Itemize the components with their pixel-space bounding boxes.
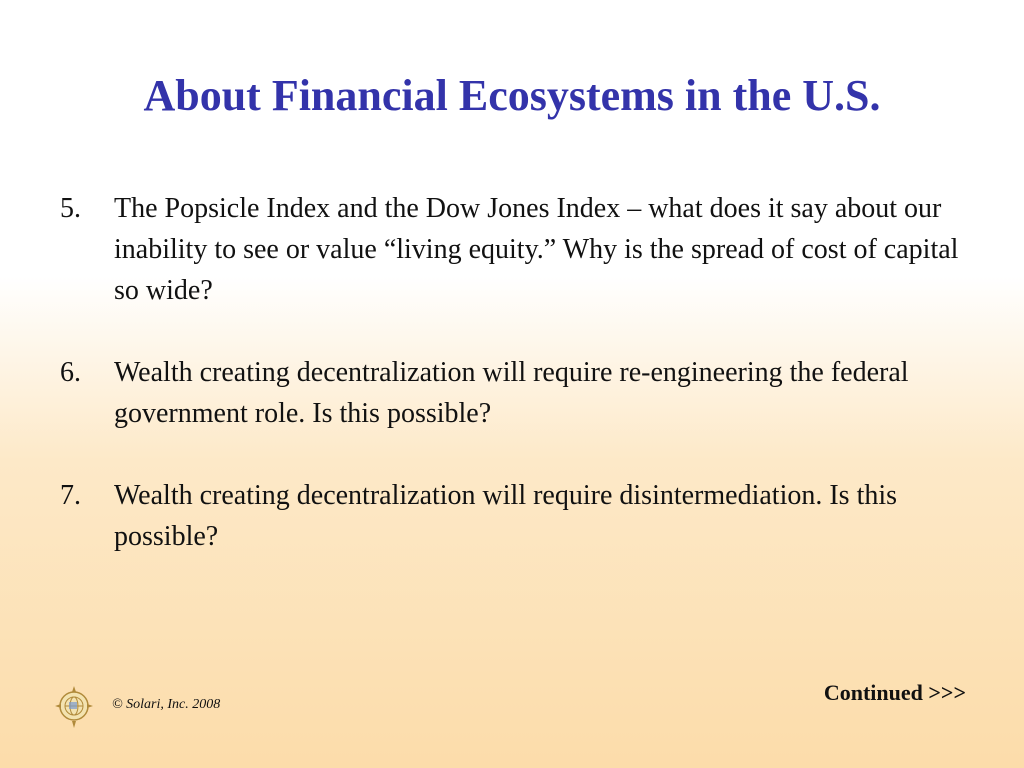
numbered-list xyxy=(60,188,980,598)
list-item-text: Wealth creating decentralization will require re-engineering the federal government role. Is this possible? xyxy=(114,357,909,429)
list-item-number: 7. xyxy=(60,480,81,511)
list-item xyxy=(60,188,980,311)
list-item xyxy=(60,352,980,434)
list-item xyxy=(60,475,980,557)
continued-link[interactable]: Continued >>> xyxy=(823,680,966,705)
list-item-number: 5. xyxy=(60,193,81,224)
copyright-text: © Solari, Inc. 2008 xyxy=(112,697,221,712)
slide-title: About Financial Ecosystems in the U.S. xyxy=(143,71,881,120)
list-item-text: The Popsicle Index and the Dow Jones Index – what does it say about our inability to see or value “living equity.” Why is the spread of cost of capital so wide? xyxy=(114,193,959,306)
globe-compass-icon xyxy=(54,684,94,730)
list-item-text: Wealth creating decentralization will require disintermediation. Is this possible? xyxy=(114,480,898,552)
list-item-number: 6. xyxy=(60,357,81,388)
